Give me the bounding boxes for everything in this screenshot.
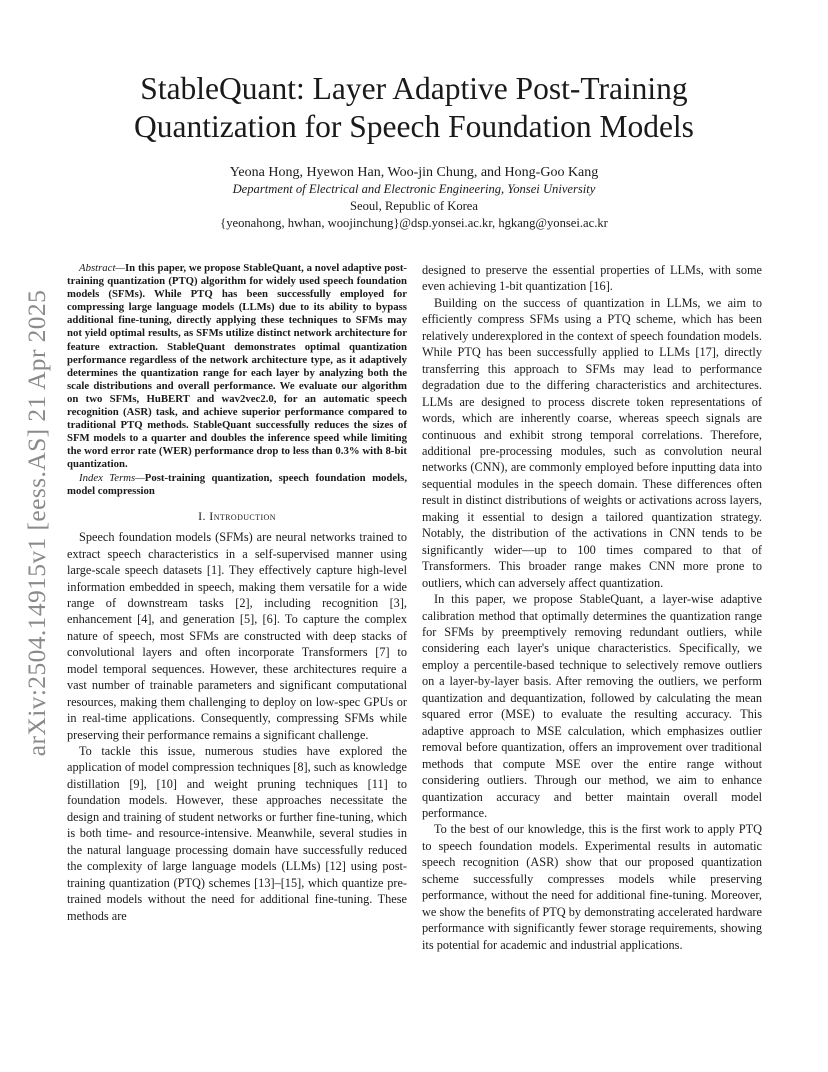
author-list: Yeona Hong, Hyewon Han, Woo-jin Chung, and Hong-Goo Kang (229, 165, 599, 180)
abstract-lead: Abstract— (79, 262, 125, 274)
paper-title-line-1: StableQuant: Layer Adaptive Post-Training (140, 71, 688, 106)
index-terms (67, 472, 407, 498)
index-terms-text: Post-training quantization, speech foundation models, model compression (67, 471, 408, 497)
section-heading: I. Introduction (198, 508, 276, 523)
intro-paragraph: Speech foundation models (SFMs) are neural networks trained to extract speech characteristics in a self-supervised manner using large-scale speech datasets [1]. They effectively capture high-level information embedded in speech, making them versatile for a wide range of downstream tasks [2], including recognition [3], enhancement [4], and generation [5], [6]. To capture the complex nature of speech, most SFMs are constructed with deep stacks of convolutional layers and often incorporate Transformers [7] to model temporal sequences. However, these architectures require a vast number of trainable parameters and significant computational resources, making them challenging to deploy on low-spec GPUs or in real-time applications. Consequently, compressing SFMs while preserving their performance remains a significant challenge. (67, 530, 407, 742)
arxiv-watermark (14, 268, 60, 778)
intro-paragraph: To tackle this issue, numerous studies have explored the application of model compression techniques [8], such as knowledge distillation [9], [10] and weight pruning techniques [11] to foundation models. However, these approaches necessitate the design and training of student networks or further fine-tuning, which is both time- and resource-intensive. Meanwhile, several studies in the natural language processing domain have successfully reduced the complexity of large language models (LLMs) [12] using post-training quantization (PTQ) schemes [13]–[15], which quantize pre-trained models without the need for additional fine-tuning. These methods are (67, 744, 407, 923)
index-terms-lead: Index Terms— (79, 471, 145, 484)
abstract-text: In this paper, we propose StableQuant, a novel adaptive post-training quantization (PTQ) algorithm for widely used speech foundation models (SFMs). While PTQ has been successfully employed for compressing large language models (LLMs) due to its ability to bypass additional fine-tuning, directly applying these techniques to SFMs may not yield optimal results, as SFMs utilize distinct network architecture for feature extraction. StableQuant demonstrates optimal quantization performance regardless of the network architecture type, as it adaptively determines the quantization range for each layer by analyzing both the scale distributions and overall performance. We evaluate our algorithm on two SFMs, HuBERT and wav2vec2.0, for an automatic speech recognition (ASR) task, and achieve superior performance compared to traditional PTQ methods. StableQuant successfully reduces the sizes of SFM models to a quarter and doubles the inference speed while limiting the word error rate (WER) performance drop to less than 0.3% with 8-bit quantization. (67, 262, 407, 471)
arxiv-id: arXiv:2504.14915v1 [eess.AS] 21 Apr 2025 (22, 289, 51, 757)
location: Seoul, Republic of Korea (349, 199, 478, 213)
left-column (67, 262, 407, 924)
intro-paragraph: To the best of our knowledge, this is the first work to apply PTQ to speech foundation models. Experimental results in automatic speech recognition (ASR) show that our proposed quantization scheme successfully compresses models while preserving performance, without the need for additional fine-tuning. Moreover, we show the benefits of PTQ by demonstrating accelerated hardware performance with significantly fewer storage requirements, showing its potential for academic and industrial applications. (422, 822, 762, 952)
paper-title-line-2: Quantization for Speech Foundation Models (134, 109, 694, 144)
abstract (67, 262, 407, 472)
intro-paragraph: In this paper, we propose StableQuant, a layer-wise adaptive calibration method that optimally determines the quantization range for SFMs by preemptively removing redundant outliers, while considering each layer's unique characteristics. Specifically, we employ a percentile-based technique to selectively remove outliers on a layer-by-layer basis. After removing the outliers, we perform quantization and dequantization, followed by calculating the mean squared error (MSE) to evaluate the resulting accuracy. This adaptive approach to MSE calculation, which emphasizes outlier removal before quantization, offers an improvement over traditional methods that compute MSE over the entire range without considering outliers. Through our method, we aim to enhance quantization accuracy and better maintain overall model performance. (422, 592, 762, 820)
continued-paragraph: designed to preserve the essential properties of LLMs, with some even achieving 1-bit quantization [16]. (422, 263, 762, 294)
email-list: {yeonahong, hwhan, woojinchung}@dsp.yonsei.ac.kr, hgkang@yonsei.ac.kr (220, 216, 608, 230)
affiliation: Department of Electrical and Electronic Engineering, Yonsei University (232, 182, 596, 196)
intro-paragraph: Building on the success of quantization in LLMs, we aim to efficiently compress SFMs using a PTQ scheme, which has been relatively underexplored in the context of speech foundation models. While PTQ has been successfully applied to LLMs [17], directly transferring this approach to SFMs may lead to performance degradation due to the differing characteristics and architectures. LLMs are designed to process discrete token representations of words, which are inherently coarse, whereas speech signals are continuous and exhibit strong temporal correlations. Therefore, additional pre-processing modules, such as convolution neural networks (CNN), are commonly employed before inputting data into sequential modules in the speech domain. These differences often result in distinct distributions of weights or activations across layers, making it essential to design a tailored quantization strategy. Notably, the distribution of the activations in CNN tends to be significantly wider—up to 100 times compared to that of Transformers. This broader range makes CNN more prone to outliers, which can adversely affect quantization. (422, 295, 762, 590)
right-column (422, 262, 762, 953)
